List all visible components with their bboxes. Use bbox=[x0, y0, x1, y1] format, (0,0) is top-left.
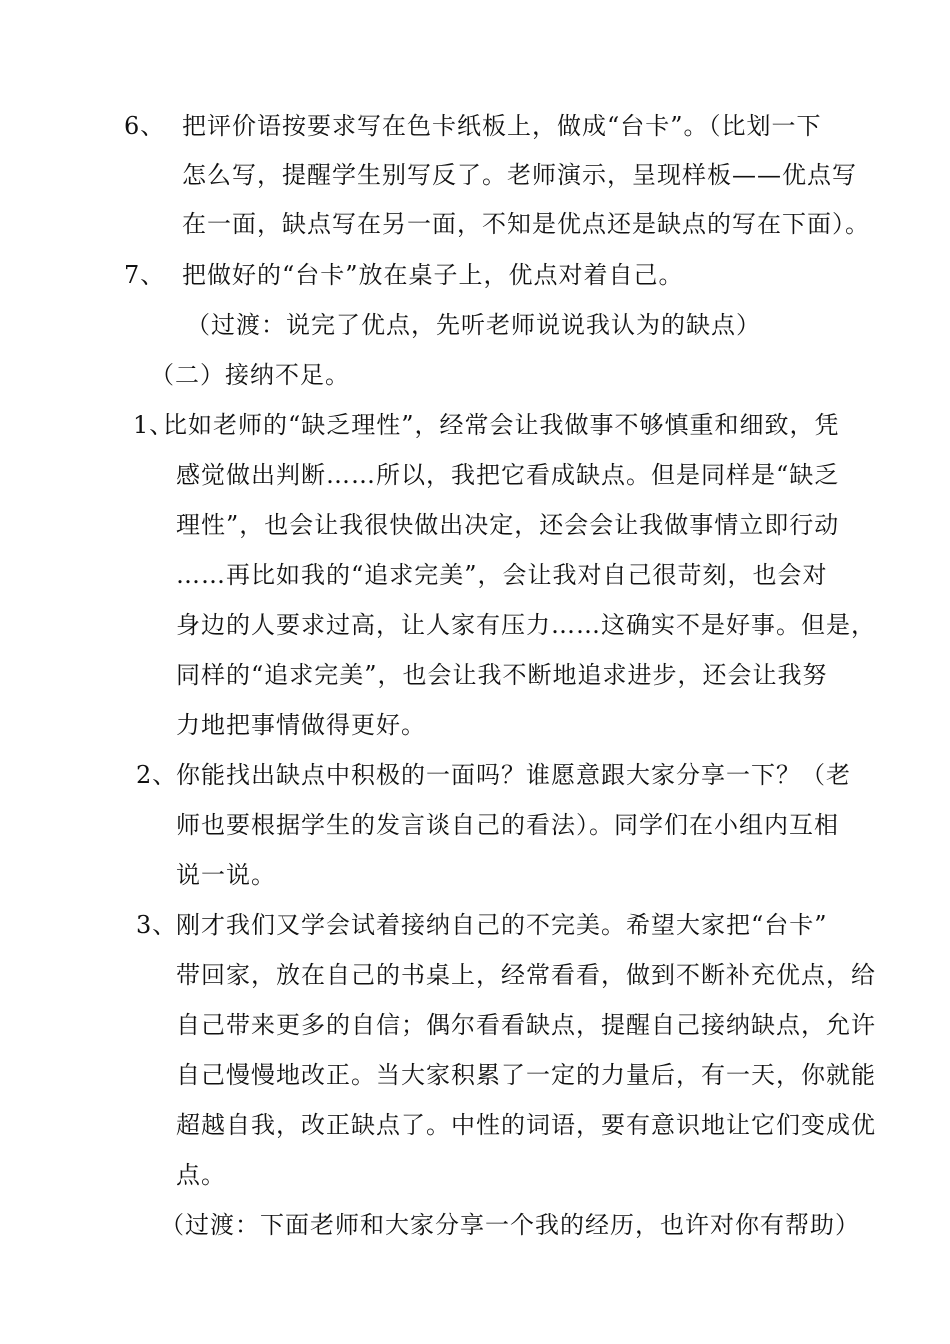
point-1-line-6: 同样的“追求完美”，也会让我不断地追求进步，还会让我努 bbox=[176, 661, 828, 689]
item-6-line-3: 在一面，缺点写在另一面，不知是优点还是缺点的写在下面）。 bbox=[182, 210, 870, 238]
point-2-number: 2、 bbox=[136, 761, 178, 789]
point-2-line-1: 你能找出缺点中积极的一面吗？谁愿意跟大家分享一下？（老 bbox=[176, 761, 851, 789]
item-6-line-2: 怎么写，提醒学生别写反了。老师演示，呈现样板——优点写 bbox=[182, 161, 857, 189]
point-2-line-2: 师也要根据学生的发言谈自己的看法）。同学们在小组内互相 bbox=[176, 811, 839, 839]
point-1-line-2: 感觉做出判断……所以，我把它看成缺点。但是同样是“缺乏 bbox=[176, 461, 840, 489]
item-7-line-1: 把做好的“台卡”放在桌子上，优点对着自己。 bbox=[182, 261, 684, 289]
point-1-number: 1、 bbox=[133, 411, 175, 439]
transition-note-1: （过渡：说完了优点，先听老师说说我认为的缺点） bbox=[186, 311, 761, 339]
point-1-line-3: 理性”，也会让我很快做出决定，还会会让我做事情立即行动 bbox=[176, 511, 840, 539]
section-heading: （二）接纳不足。 bbox=[150, 361, 350, 389]
point-3-line-3: 自己带来更多的自信；偶尔看看缺点，提醒自己接纳缺点，允许 bbox=[176, 1011, 876, 1039]
point-3-number: 3、 bbox=[136, 911, 178, 939]
point-1-line-5: 身边的人要求过高，让人家有压力……这确实不是好事。但是， bbox=[176, 611, 876, 639]
item-6-line-1: 把评价语按要求写在色卡纸板上，做成“台卡”。（比划一下 bbox=[182, 112, 822, 140]
point-1-line-1: 比如老师的“缺乏理性”，经常会让我做事不够慎重和细致，凭 bbox=[163, 411, 840, 439]
point-3-line-2: 带回家，放在自己的书桌上，经常看看，做到不断补充优点，给 bbox=[176, 961, 876, 989]
point-1-line-4: ……再比如我的“追求完美”，会让我对自己很苛刻，也会对 bbox=[176, 561, 828, 589]
point-3-line-5: 超越自我，改正缺点了。中性的词语，要有意识地让它们变成优 bbox=[176, 1111, 876, 1139]
point-1-line-7: 力地把事情做得更好。 bbox=[176, 711, 426, 739]
point-3-line-6: 点。 bbox=[176, 1161, 226, 1189]
transition-note-2: （过渡：下面老师和大家分享一个我的经历，也许对你有帮助） bbox=[160, 1211, 860, 1239]
item-7-number: 7、 bbox=[124, 261, 166, 289]
item-6-number: 6、 bbox=[124, 112, 166, 140]
point-3-line-4: 自己慢慢地改正。当大家积累了一定的力量后，有一天，你就能 bbox=[176, 1061, 876, 1089]
point-2-line-3: 说一说。 bbox=[176, 861, 276, 889]
point-3-line-1: 刚才我们又学会试着接纳自己的不完美。希望大家把“台卡” bbox=[176, 911, 828, 939]
